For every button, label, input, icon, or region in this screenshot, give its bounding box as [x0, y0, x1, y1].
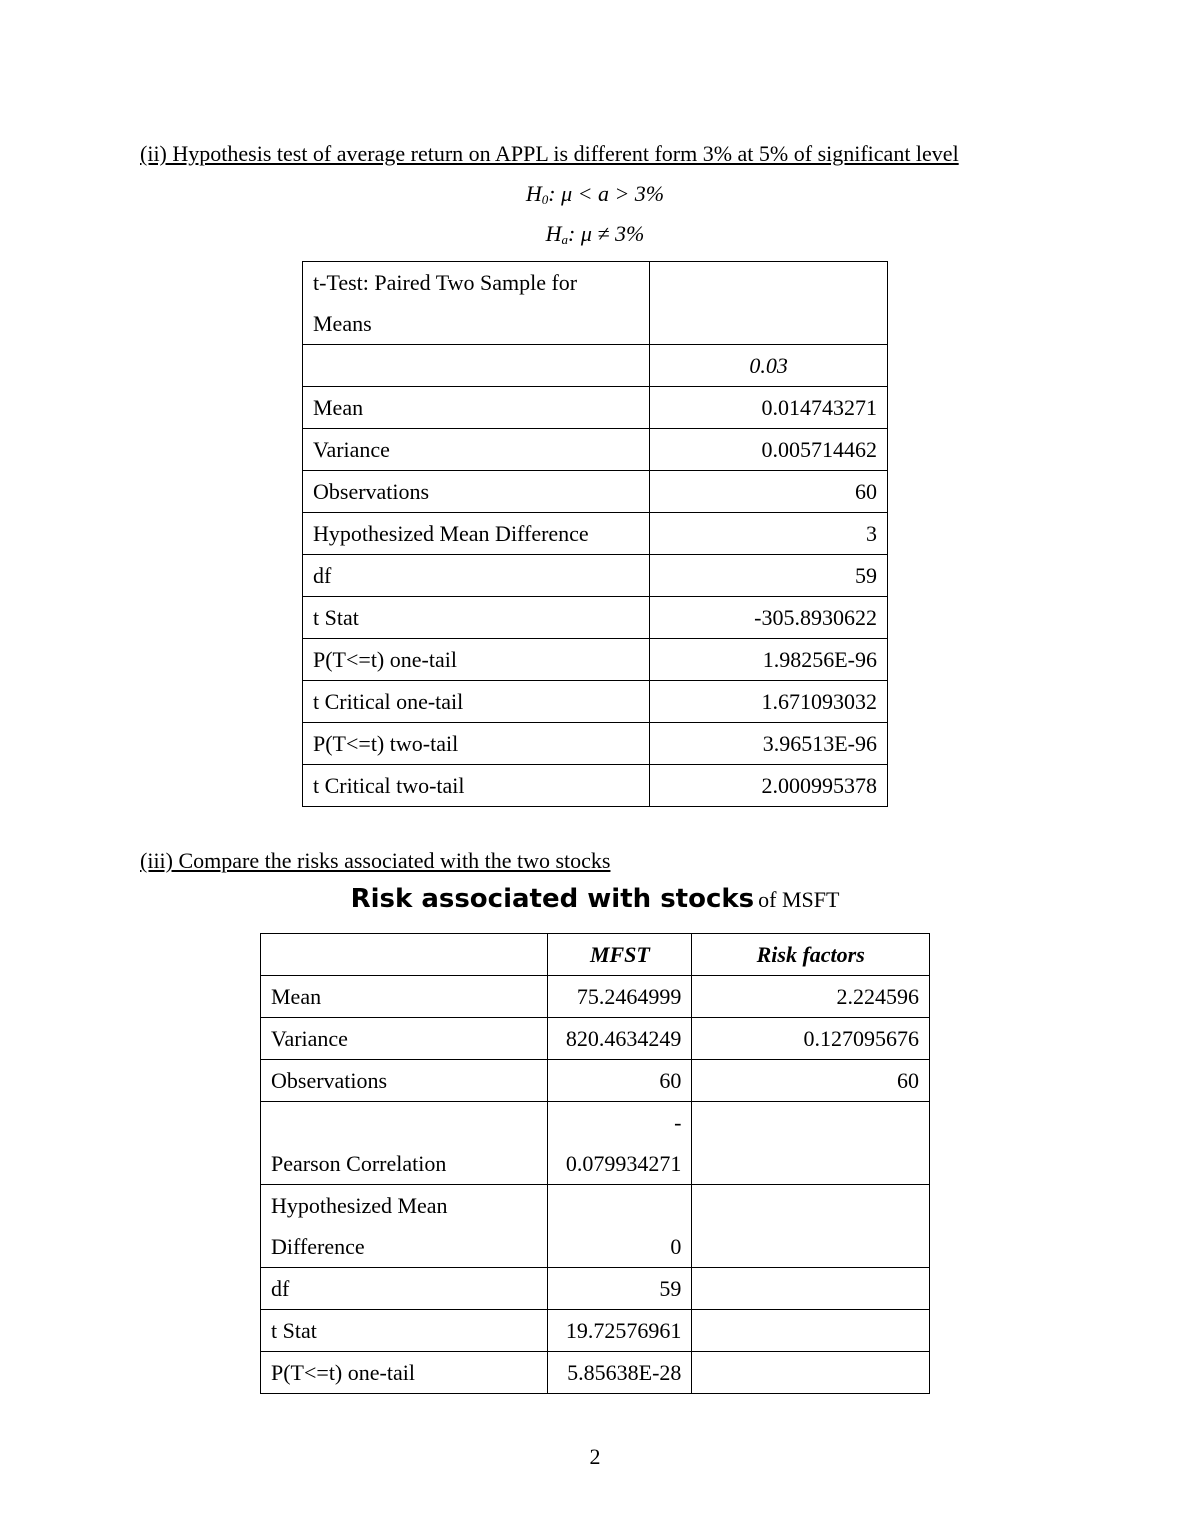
section-2-heading: (ii) Hypothesis test of average return on APPL is different form 3% at 5% of significant level — [140, 141, 959, 166]
page-number: 2 — [589, 1444, 601, 1469]
row-value: 2.000995378 — [650, 765, 888, 807]
row-label: P(T<=t) two-tail — [303, 723, 650, 765]
table-row — [303, 723, 888, 765]
table-row: Variance 820.4634249 0.127095676 — [261, 1018, 930, 1060]
row-value: 3 — [650, 513, 888, 555]
row-label: Observations — [303, 471, 650, 513]
row-value: 59 — [650, 555, 888, 597]
table-row: Mean 75.2464999 2.224596 — [261, 976, 930, 1018]
row-value: -305.8930622 — [650, 597, 888, 639]
table-row: Observations 60 60 — [261, 1060, 930, 1102]
row-label: P(T<=t) one-tail — [303, 639, 650, 681]
table-row — [303, 765, 888, 807]
table-row — [303, 597, 888, 639]
row-label: Hypothesized Mean Difference — [303, 513, 650, 555]
row-label: t Stat — [303, 597, 650, 639]
table-row — [303, 471, 888, 513]
row-label: Mean — [303, 387, 650, 429]
row-label: t Critical two-tail — [303, 765, 650, 807]
table-row — [303, 387, 888, 429]
table-row: Pearson Correlation - 0.079934271 — [261, 1102, 930, 1185]
row-label: t Critical one-tail — [303, 681, 650, 723]
row-label: Variance — [303, 429, 650, 471]
table-row — [303, 639, 888, 681]
column-header: 0.03 — [650, 345, 888, 387]
table-row — [303, 681, 888, 723]
table-row — [303, 345, 888, 387]
alternative-hypothesis: $H_a$: μ ≠ 3% — [545, 221, 645, 247]
row-value: 3.96513E-96 — [650, 723, 888, 765]
row-value: 1.671093032 — [650, 681, 888, 723]
risk-table — [260, 933, 930, 1394]
row-label: df — [303, 555, 650, 597]
table-row — [303, 262, 888, 345]
risk-table-title: Risk associated with stocks of MSFT — [350, 884, 840, 914]
row-value: 1.98256E-96 — [650, 639, 888, 681]
table-row: P(T<=t) one-tail 5.85638E-28 — [261, 1352, 930, 1394]
table-title-cell: t-Test: Paired Two Sample for Means — [303, 262, 650, 345]
row-value: 60 — [650, 471, 888, 513]
t-test-table — [302, 261, 888, 807]
table-row: Hypothesized Mean Difference 0 — [261, 1185, 930, 1268]
row-value: 0.005714462 — [650, 429, 888, 471]
row-value: 0.014743271 — [650, 387, 888, 429]
table-header-row — [261, 934, 930, 976]
table-row: df 59 — [261, 1268, 930, 1310]
null-hypothesis: $H_0$: μ < a > 3% — [525, 181, 665, 207]
header-risk-factors: Risk factors — [692, 934, 930, 976]
table-row: t Stat 19.72576961 — [261, 1310, 930, 1352]
table-row — [303, 429, 888, 471]
header-mfst: MFST — [548, 934, 692, 976]
table-row — [303, 555, 888, 597]
table-row — [303, 513, 888, 555]
section-3-heading: (iii) Compare the risks associated with the two stocks — [140, 848, 611, 873]
